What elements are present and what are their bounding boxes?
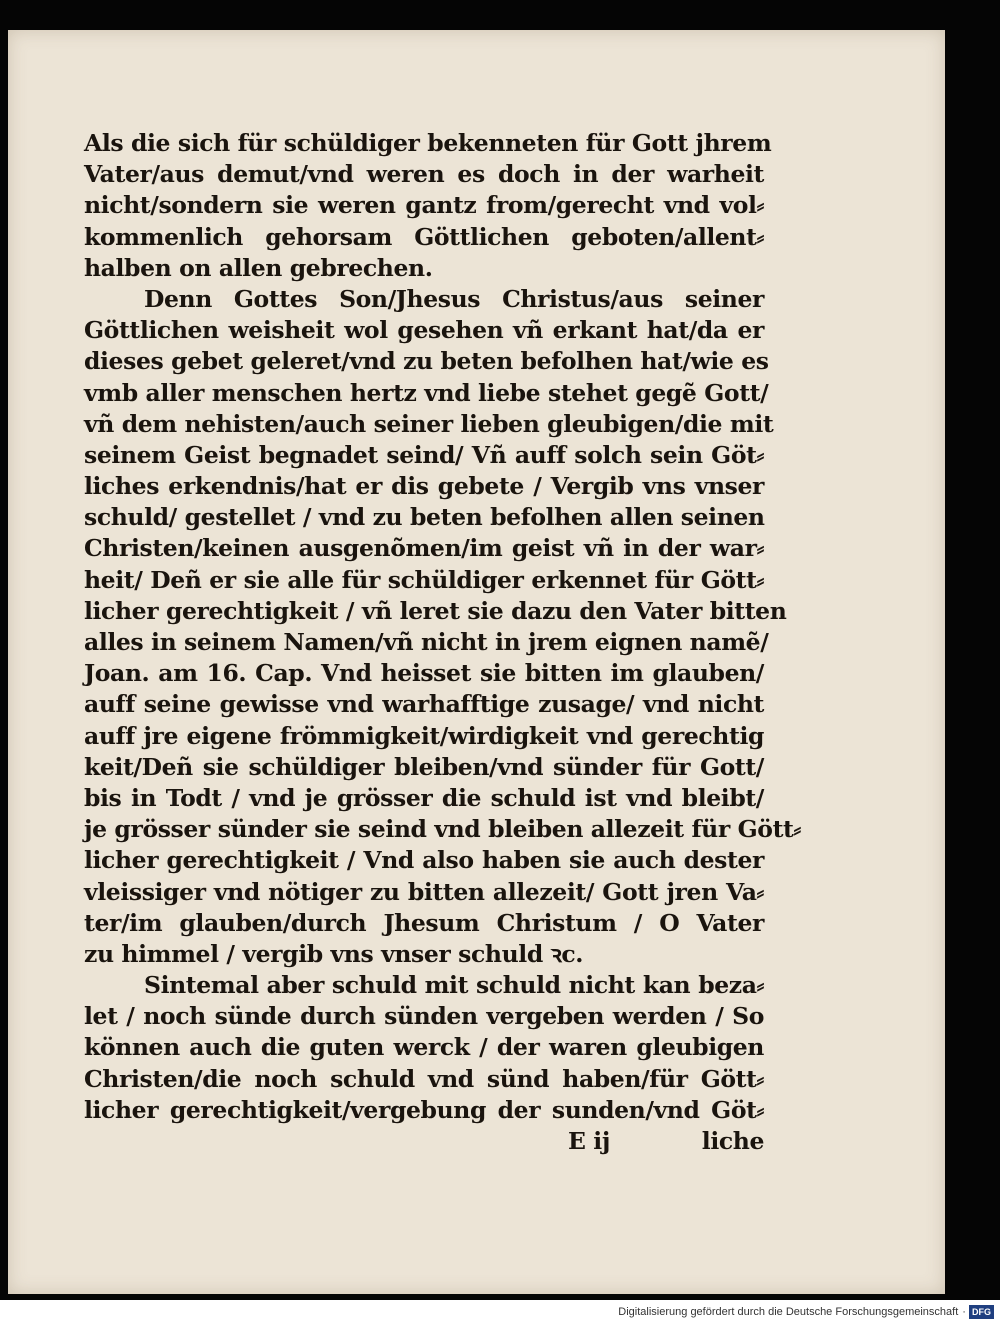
page-text bbox=[84, 128, 801, 1157]
text-line: let / noch sünde durch sünden vergeben werden / So bbox=[84, 1002, 764, 1031]
text-line: Christen/die noch schuld vnd sünd haben/für Gött⸗ bbox=[84, 1064, 764, 1093]
text-line: nicht/sondern sie weren gantz from/gerecht vnd vol⸗ bbox=[84, 191, 764, 220]
text-line: Als die sich für schüldiger bekenneten für Gott jhrem bbox=[84, 129, 772, 157]
text-line: Göttlichen weisheit wol gesehen vñ erkant hat/da er bbox=[84, 316, 764, 345]
digitization-footer bbox=[0, 1300, 1000, 1324]
text-line: bis in Todt / vnd je grösser die schuld ist vnd bleibt/ bbox=[84, 783, 764, 812]
credit-separator: · bbox=[962, 1306, 966, 1318]
text-line: licher gerechtigkeit / Vnd also haben sie auch dester bbox=[84, 846, 764, 875]
text-line: auff jre eigene frömmigkeit/wirdigkeit vnd gerechtig bbox=[84, 721, 764, 750]
text-line: vleissiger vnd nötiger zu bitten allezeit/ Gott jren Va⸗ bbox=[84, 877, 764, 906]
text-line: vmb aller menschen hertz vnd liebe stehet gegẽ Gott/ bbox=[84, 378, 769, 407]
text-line: liches erkendnis/hat er dis gebete / Vergib vns vnser bbox=[84, 472, 764, 501]
dfg-logo-icon: DFG bbox=[969, 1305, 994, 1319]
text-line: auff seine gewisse vnd warhafftige zusage/ vnd nicht bbox=[84, 690, 764, 719]
text-line: ter/im glauben/durch Jhesum Christum / O Vater bbox=[84, 908, 764, 937]
text-line: können auch die guten werck / der waren gleubigen bbox=[84, 1033, 764, 1062]
text-line: heit/ Deñ er sie alle für schüldiger erkennet für Gött⸗ bbox=[84, 565, 764, 594]
text-line: Sintemal aber schuld mit schuld nicht kan beza⸗ bbox=[144, 971, 764, 1000]
text-line: je grösser sünder sie seind vnd bleiben allezeit für Gött⸗ bbox=[84, 815, 801, 844]
text-line: halben on allen gebrechen. bbox=[84, 253, 433, 282]
text-line: schuld/ gestellet / vnd zu beten befolhen allen seinen bbox=[84, 503, 765, 532]
text-line: licher gerechtigkeit/vergebung der sunden/vnd Göt⸗ bbox=[84, 1095, 764, 1124]
text-line: keit/Deñ sie schüldiger bleiben/vnd sünder für Gott/ bbox=[84, 752, 764, 781]
text-line: Christen/keinen ausgenõmen/im geist vñ in der war⸗ bbox=[84, 534, 764, 563]
text-line: dieses gebet geleret/vnd zu beten befolhen hat/wie es bbox=[84, 347, 769, 376]
text-line: Denn Gottes Son/Jhesus Christus/aus seiner bbox=[144, 284, 764, 313]
signature-mark: E ij bbox=[568, 1127, 610, 1155]
text-line: vñ dem nehisten/auch seiner lieben gleubigen/die mit bbox=[84, 409, 774, 438]
book-page bbox=[8, 30, 945, 1294]
text-line: licher gerechtigkeit / vñ leret sie dazu den Vater bitten bbox=[84, 596, 787, 625]
page-footer-line bbox=[84, 1126, 764, 1157]
text-line: seinem Geist begnadet seind/ Vñ auff solch sein Göt⸗ bbox=[84, 440, 764, 469]
text-line: Joan. am 16. Cap. Vnd heisset sie bitten im glauben/ bbox=[84, 659, 764, 688]
text-line: alles in seinem Namen/vñ nicht in jrem eignen namẽ/ bbox=[84, 628, 769, 656]
text-line: zu himmel / vergib vns vnser schuld ꝛc. bbox=[84, 939, 584, 968]
catchword: liche bbox=[701, 1127, 764, 1155]
funding-credit: Digitalisierung gefördert durch die Deutsche Forschungsgemeinschaft bbox=[618, 1306, 959, 1318]
text-line: Vater/aus demut/vnd weren es doch in der warheit bbox=[84, 160, 764, 189]
text-line: kommenlich gehorsam Göttlichen geboten/allent⸗ bbox=[84, 222, 764, 251]
